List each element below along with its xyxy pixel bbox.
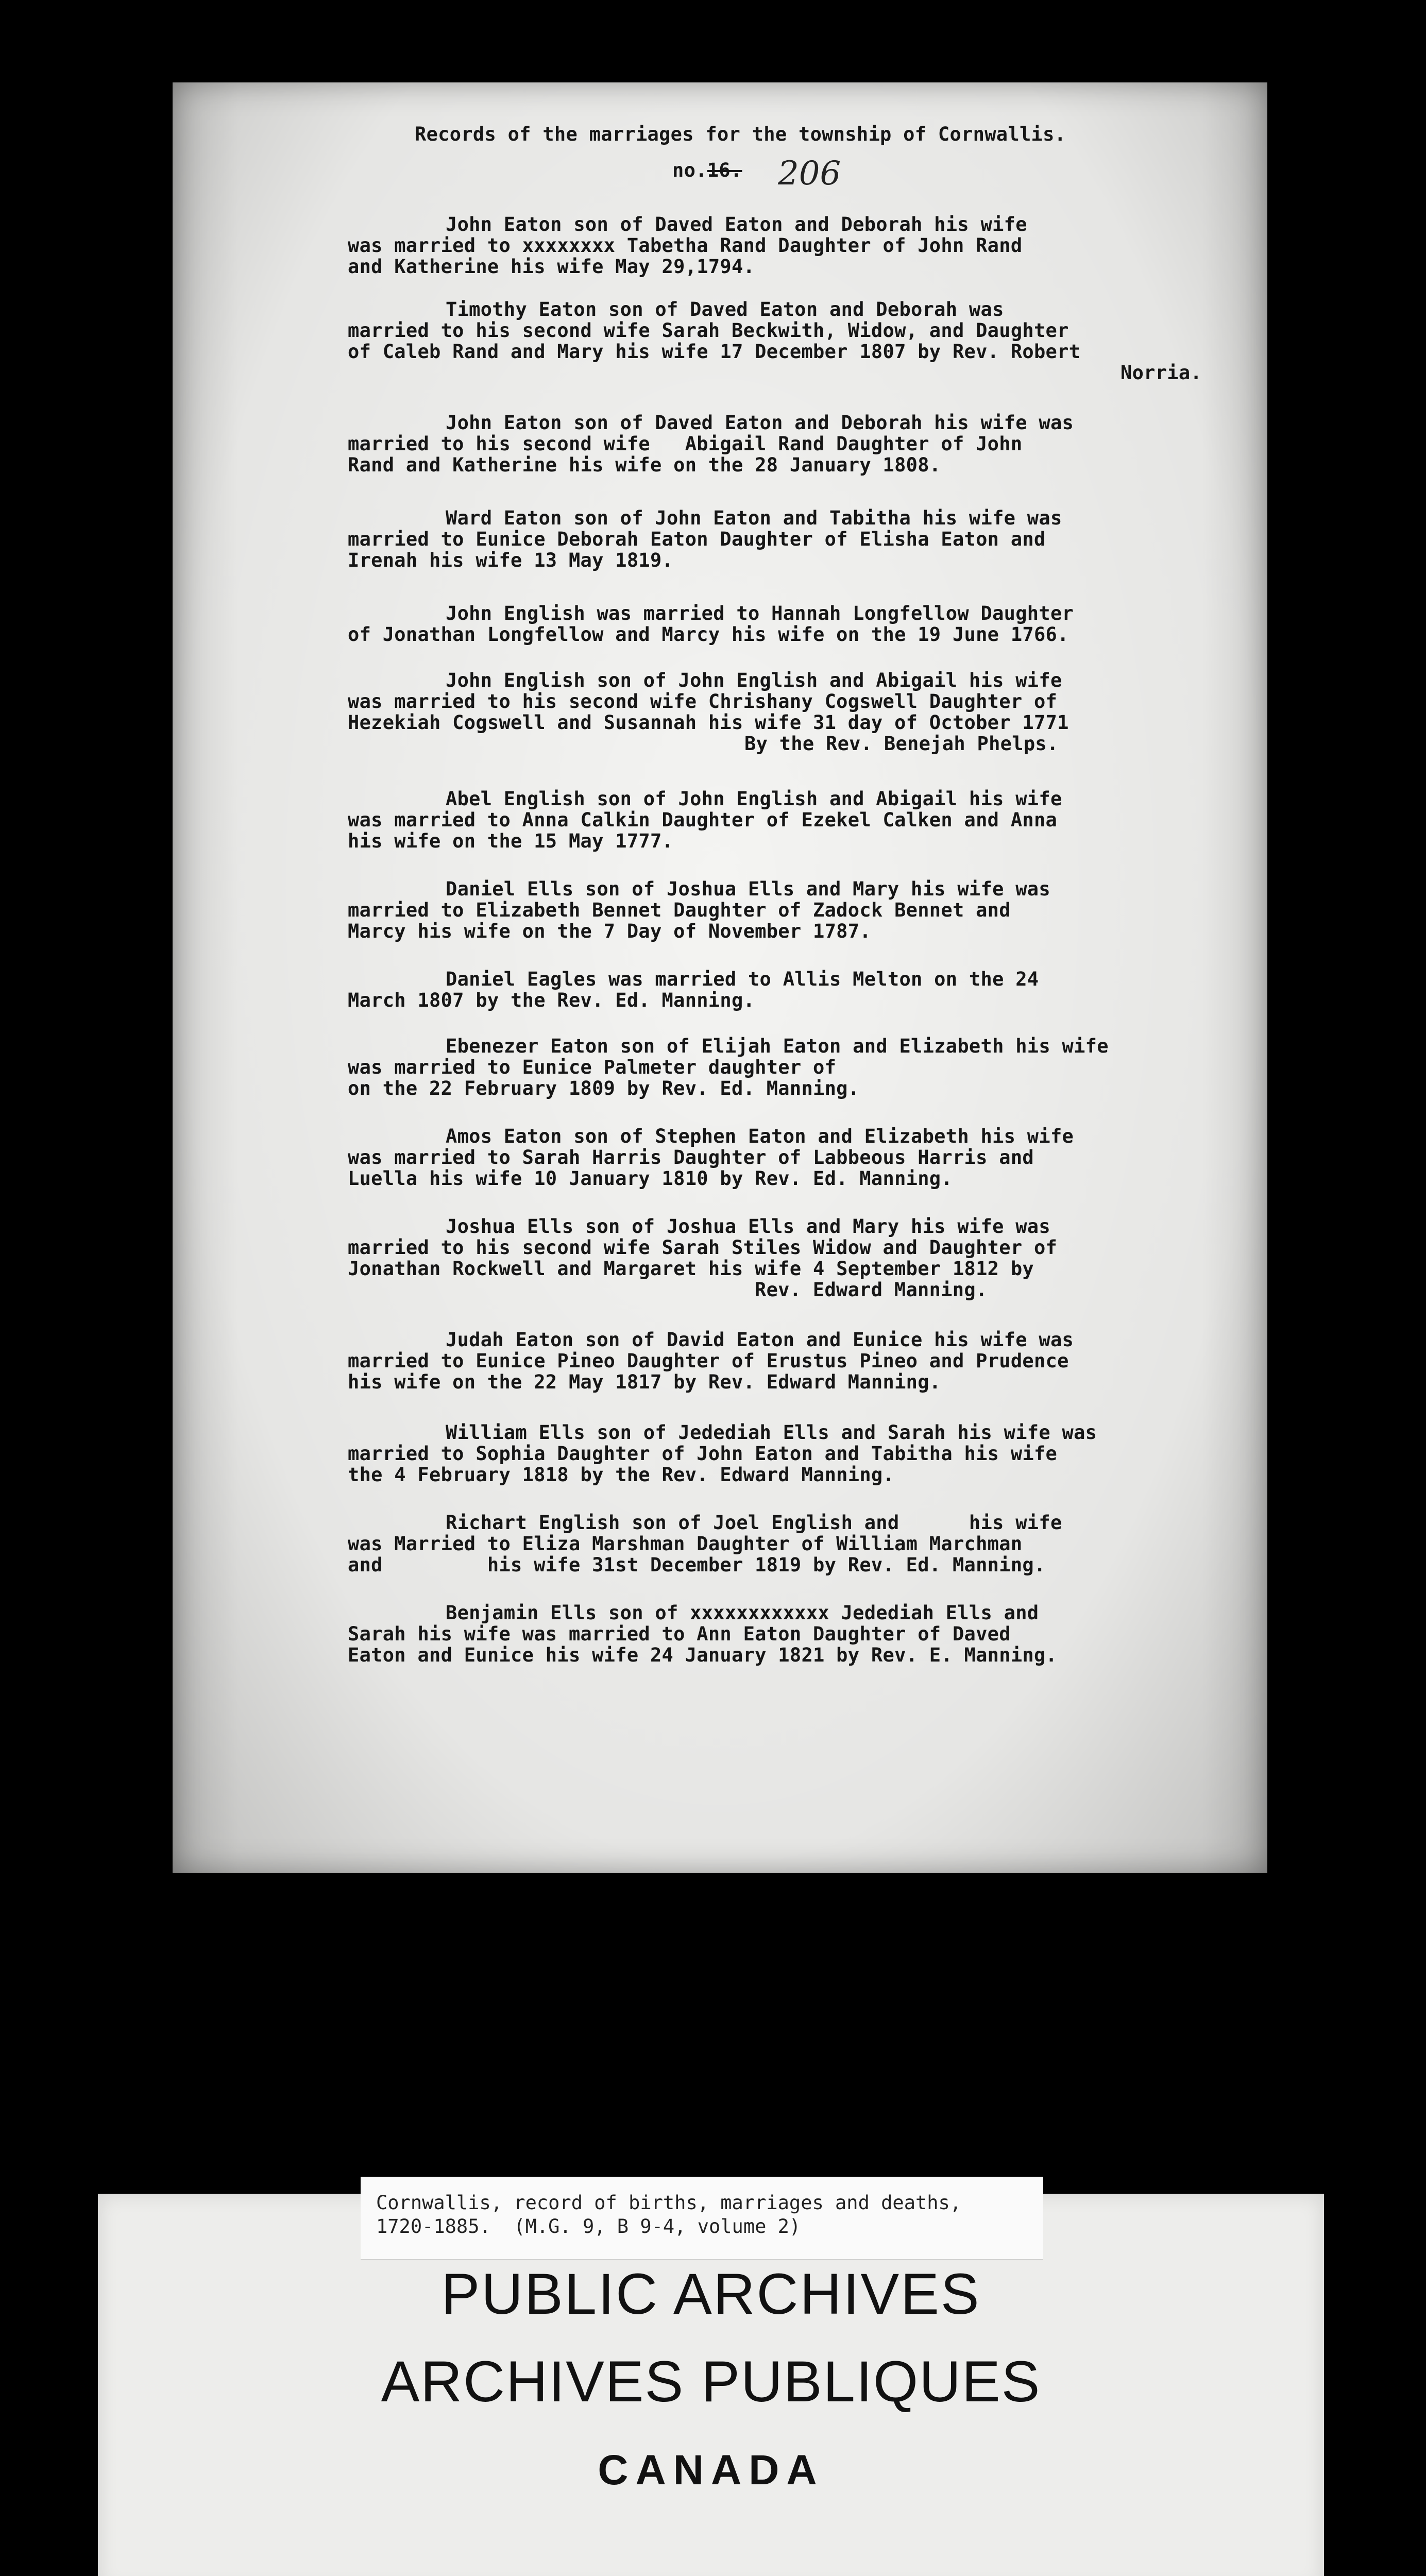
entry-line: By the Rev. Benejah Phelps.	[744, 733, 1059, 755]
entry-line: Amos Eaton son of Stephen Eaton and Elizabeth his wife	[446, 1125, 1074, 1147]
marriage-entry	[348, 670, 1275, 754]
document-page	[173, 82, 1267, 1873]
number-label: no.	[672, 159, 707, 181]
marriage-entry	[348, 1512, 1275, 1575]
entry-line: Sarah his wife was married to Ann Eaton Daughter of Daved	[348, 1623, 1011, 1645]
entry-line: Marcy his wife on the 7 Day of November 1787.	[348, 920, 871, 942]
entry-line: was married to Eunice Palmeter daughter of	[348, 1056, 837, 1078]
entry-line: Norria.	[1121, 362, 1202, 384]
marriage-entry	[348, 1422, 1275, 1485]
entry-line: was married to Anna Calkin Daughter of Ezekel Calken and Anna	[348, 809, 1058, 831]
entry-line: John English was married to Hannah Longfellow Daughter	[446, 602, 1074, 624]
entry-line: his wife on the 22 May 1817 by Rev. Edward Manning.	[348, 1371, 941, 1393]
marriage-entry	[348, 1602, 1275, 1666]
entry-line: Rand and Katherine his wife on the 28 January 1808.	[348, 454, 941, 476]
entry-line: was married to xxxxxxxx Tabetha Rand Daughter of John Rand	[348, 234, 1023, 257]
entry-line: on the 22 February 1809 by Rev. Ed. Manning.	[348, 1077, 860, 1099]
marriage-entry	[348, 299, 1275, 383]
record-number	[672, 160, 742, 181]
entry-line: was Married to Eliza Marshman Daughter of William Marchman	[348, 1533, 1023, 1555]
entry-line: Joshua Ells son of Joshua Ells and Mary his wife was	[446, 1215, 1050, 1238]
entry-line: his wife on the 15 May 1777.	[348, 830, 674, 852]
entry-line: Irenah his wife 13 May 1819.	[348, 549, 674, 571]
entry-line: John English son of John English and Abigail his wife	[446, 669, 1062, 691]
entry-line: married to Sophia Daughter of John Eaton and Tabitha his wife	[348, 1443, 1058, 1465]
reference-line-1: Cornwallis, record of births, marriages and deaths,	[376, 2192, 962, 2214]
archive-name-en: PUBLIC ARCHIVES	[441, 2262, 981, 2326]
reference-line-2: 1720-1885. (M.G. 9, B 9-4, volume 2)	[376, 2215, 801, 2238]
entry-line: was married to Sarah Harris Daughter of Labbeous Harris and	[348, 1146, 1034, 1168]
marriage-entry	[348, 214, 1275, 277]
entry-line: Ward Eaton son of John Eaton and Tabitha his wife was	[446, 507, 1062, 529]
entry-line: Jonathan Rockwell and Margaret his wife 4 September 1812 by	[348, 1258, 1034, 1280]
entry-line: of Caleb Rand and Mary his wife 17 December 1807 by Rev. Robert	[348, 341, 1081, 363]
entry-line: John Eaton son of Daved Eaton and Deborah his wife	[446, 213, 1027, 235]
marriage-entry	[348, 878, 1275, 942]
reference-text	[376, 2191, 961, 2239]
entry-line: married to his second wife Sarah Stiles Widow and Daughter of	[348, 1236, 1058, 1259]
number-struck: 16.	[707, 159, 742, 181]
entry-line: Timothy Eaton son of Daved Eaton and Deborah was	[446, 298, 1004, 320]
entry-line: married to Elizabeth Bennet Daughter of Zadock Bennet and	[348, 899, 1011, 921]
marriage-entry	[348, 1216, 1275, 1300]
marriage-entry	[348, 603, 1275, 645]
entry-line: of Jonathan Longfellow and Marcy his wife on the 19 June 1766.	[348, 623, 1069, 646]
entry-line: and Katherine his wife May 29,1794.	[348, 256, 755, 278]
reference-slip	[361, 2177, 1043, 2260]
entry-line: Rev. Edward Manning.	[755, 1279, 988, 1301]
entry-line: married to his second wife Sarah Beckwith, Widow, and Daughter	[348, 319, 1069, 342]
marriage-entry	[348, 788, 1275, 852]
archive-name-fr: ARCHIVES PUBLIQUES	[381, 2349, 1041, 2414]
entry-line: married to his second wife Abigail Rand Daughter of John	[348, 433, 1023, 455]
handwritten-number: 206	[778, 155, 841, 193]
entry-line: Luella his wife 10 January 1810 by Rev. Ed. Manning.	[348, 1167, 953, 1190]
marriage-entry	[348, 1126, 1275, 1189]
entry-line: Abel English son of John English and Abigail his wife	[446, 788, 1062, 810]
entry-line: John Eaton son of Daved Eaton and Deborah his wife was	[446, 412, 1074, 434]
entry-line: the 4 February 1818 by the Rev. Edward Manning.	[348, 1464, 895, 1486]
marriage-entry	[348, 507, 1275, 571]
entry-line: Benjamin Ells son of xxxxxxxxxxxx Jedediah Ells and	[446, 1602, 1039, 1624]
entry-line: Daniel Eagles was married to Allis Melton on the 24	[446, 968, 1039, 990]
archive-country: CANADA	[598, 2447, 824, 2494]
marriage-entry	[348, 1329, 1275, 1393]
entry-line: Ebenezer Eaton son of Elijah Eaton and Elizabeth his wife	[446, 1035, 1109, 1057]
marriage-entry	[348, 1036, 1275, 1099]
entry-line: Hezekiah Cogswell and Susannah his wife 31 day of October 1771	[348, 711, 1069, 734]
marriage-entry	[348, 412, 1275, 476]
document-title: Records of the marriages for the township of Cornwallis.	[415, 123, 1066, 145]
entry-line: Judah Eaton son of David Eaton and Eunice his wife was	[446, 1329, 1074, 1351]
entry-line: was married to his second wife Chrishany Cogswell Daughter of	[348, 690, 1058, 713]
entry-line: Eaton and Eunice his wife 24 January 1821 by Rev. E. Manning.	[348, 1644, 1058, 1666]
entry-line: March 1807 by the Rev. Ed. Manning.	[348, 989, 755, 1011]
entry-line: married to Eunice Pineo Daughter of Erustus Pineo and Prudence	[348, 1350, 1069, 1372]
entry-line: Daniel Ells son of Joshua Ells and Mary his wife was	[446, 878, 1050, 900]
entry-line: William Ells son of Jedediah Ells and Sarah his wife was	[446, 1421, 1097, 1444]
entry-line: married to Eunice Deborah Eaton Daughter of Elisha Eaton and	[348, 528, 1046, 550]
marriage-entry	[348, 969, 1275, 1011]
entry-line: and his wife 31st December 1819 by Rev. Ed. Manning.	[348, 1554, 1046, 1576]
entry-line: Richart English son of Joel English and his wife	[446, 1512, 1062, 1534]
